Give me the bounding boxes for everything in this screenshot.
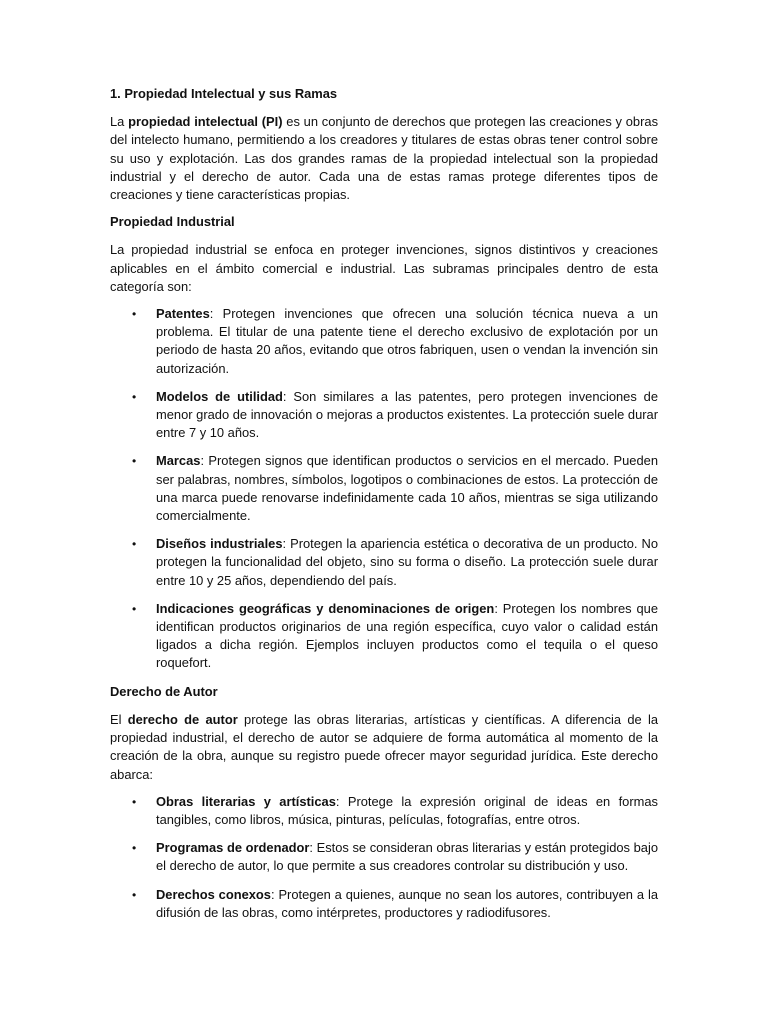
section-heading-propiedad-industrial: Propiedad Industrial <box>110 214 235 230</box>
item-text: : Protegen la apariencia estética o decorativa de un producto. No protegen la funcionalidad del objeto, sino su forma o diseño. La protección suele durar entre 10 y 25 años, dependiendo del país. <box>156 536 658 588</box>
list-item-disenos-industriales <box>110 535 658 590</box>
text-run: es un conjunto de derechos que protegen las creaciones y obras del intelecto humano, permitiendo a los creadores y titulares de estas obras tener control sobre su uso y explotación. Las dos grandes ramas de la propiedad intelectual son la propiedad industrial y el derecho de autor. Cada una de estas ramas protege diferentes tipos de creaciones y tiene características propias. <box>110 114 659 203</box>
bullet-icon: • <box>132 794 137 809</box>
text-run: El <box>110 711 128 727</box>
list-autor-coverage <box>110 793 658 922</box>
list-item-modelos-de-utilidad <box>110 388 658 443</box>
item-text: : Estos se consideran obras literarias y están protegidos bajo el derecho de autor, lo que permite a sus creadores controlar su distribución y uso. <box>156 840 658 874</box>
bullet-icon: • <box>132 841 137 856</box>
paragraph-autor-intro <box>110 711 658 784</box>
bullet-icon: • <box>132 887 137 902</box>
bold-term: derecho de autor <box>127 711 238 727</box>
list-item-obras-literarias <box>110 793 658 829</box>
bold-term: Programas de ordenador <box>156 840 310 856</box>
text-run: La <box>110 114 129 130</box>
paragraph-industrial-intro: La propiedad industrial se enfoca en proteger invenciones, signos distintivos y creaciones aplicables en el ámbito comercial e industrial. Las subramas principales dentro de esta categoría son: <box>110 242 658 294</box>
paragraph-pi-intro <box>110 113 658 204</box>
list-item-programas-de-ordenador <box>110 839 658 875</box>
bold-term: Indicaciones geográficas y denominaciones de origen <box>156 600 495 616</box>
bullet-icon: • <box>132 389 137 404</box>
item-text: : Protegen signos que identifican productos o servicios en el mercado. Pueden ser palabras, nombres, símbolos, logotipos o combinaciones de estos. La protección de una marca puede renovarse indefinidamente cada 10 años, mientras se siga utilizando comercialmente. <box>156 453 658 524</box>
bold-term: Derechos conexos <box>156 886 271 902</box>
bullet-icon: • <box>132 307 137 322</box>
list-item-derechos-conexos <box>110 886 658 922</box>
bullet-icon: • <box>132 537 137 552</box>
item-text: : Protegen los nombres que identifican productos originarios de una región específica, cuyo valor o calidad están ligados a dicha región. Ejemplos incluyen productos como el tequila o el queso roquefort. <box>156 600 658 671</box>
bold-term: Diseños industriales <box>156 536 283 552</box>
bold-term: Patentes <box>156 306 210 322</box>
list-item-indicaciones-geograficas <box>110 600 658 673</box>
list-item-patentes <box>110 305 658 378</box>
list-industrial-subbranches <box>110 305 658 673</box>
list-item-marcas <box>110 452 658 525</box>
bold-term: Obras literarias y artísticas <box>156 793 336 809</box>
bold-term: Marcas <box>156 453 201 469</box>
bold-term: propiedad intelectual (PI) <box>128 114 283 130</box>
text-run: protege las obras literarias, artísticas y científicas. A diferencia de la propiedad industrial, el derecho de autor se adquiere de forma automática al momento de la creación de la obra, aunque su registro puede ofrecer mayor seguridad jurídica. Este derecho abarca: <box>110 711 658 782</box>
item-text: : Son similares a las patentes, pero protegen invenciones de menor grado de innovación o mejoras a productos existentes. La protección suele durar entre 7 y 10 años. <box>156 388 658 441</box>
bullet-icon: • <box>132 454 137 469</box>
section-heading-derecho-de-autor: Derecho de Autor <box>110 683 218 699</box>
section-heading-propiedad-intelectual: 1. Propiedad Intelectual y sus Ramas <box>110 86 338 101</box>
bold-term: Modelos de utilidad <box>156 388 283 404</box>
item-text: : Protegen a quienes, aunque no sean los autores, contribuyen a la difusión de las obras, como intérpretes, productores y radiodifusores. <box>156 886 658 920</box>
item-text: : Protege la expresión original de ideas en formas tangibles, como libros, música, pinturas, películas, fotografías, entre otros. <box>156 793 658 827</box>
item-text: : Protegen invenciones que ofrecen una solución técnica nueva a un problema. El titular de una patente tiene el derecho exclusivo de explotación por un periodo de hasta 20 años, evitando que otros fabriquen, usen o vendan la invención sin autorización. <box>156 306 658 376</box>
bullet-icon: • <box>132 601 137 616</box>
